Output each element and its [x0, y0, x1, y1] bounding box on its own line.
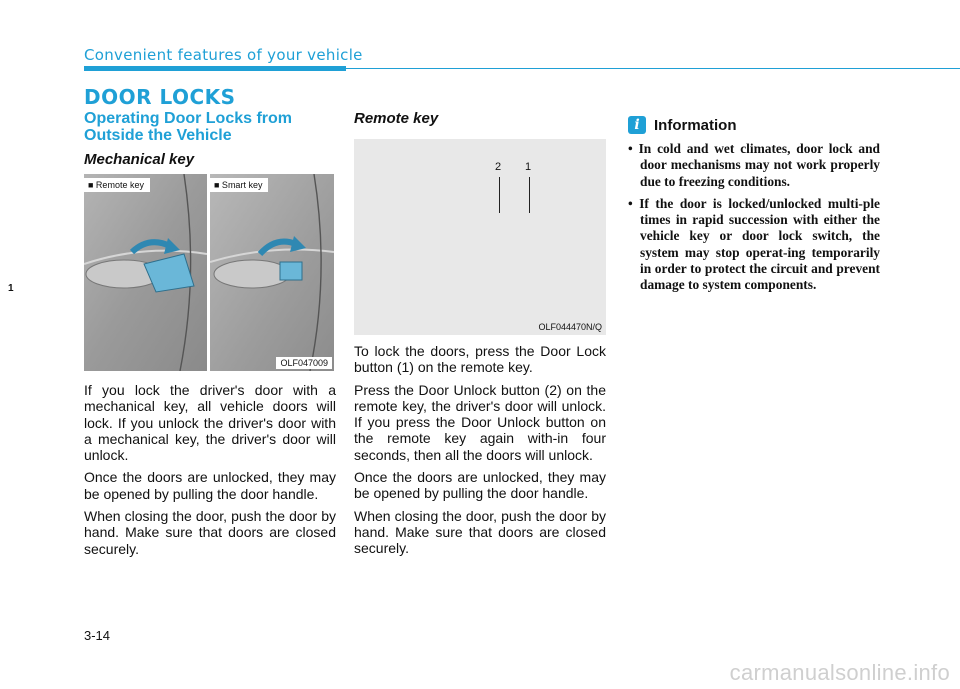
- remote-key-panel: [84, 174, 207, 371]
- header-rule-thin: [346, 68, 960, 69]
- figure-code: OLF047009: [276, 357, 332, 369]
- mechanical-key-figure: [84, 174, 334, 371]
- middle-column: [354, 110, 606, 127]
- leader-line: [529, 177, 530, 213]
- smart-key-panel: [210, 174, 334, 371]
- page-title: DOOR LOCKS: [84, 85, 236, 109]
- info-icon: i: [628, 116, 646, 134]
- left-body: [84, 382, 336, 563]
- remote-key-figure: [354, 139, 606, 335]
- paragraph: To lock the doors, press the Door Lock button (1) on the remote key.: [354, 343, 606, 376]
- remote-key-tag: ■ Remote key: [84, 178, 150, 192]
- figure-code: OLF044470N/Q: [538, 322, 602, 332]
- button-label-2: 2: [495, 161, 502, 173]
- leader-line: [499, 177, 500, 213]
- section-heading: Operating Door Locks from Outside the Vehicle: [84, 110, 293, 144]
- paragraph: If you lock the driver's door with a mechanical key, all vehicle doors will lock. If you unlock the driver's door with a mechanical key, the driver's door will unlock.: [84, 382, 336, 464]
- watermark: carmanualsonline.info: [729, 660, 950, 685]
- remote-key-heading: Remote key: [354, 110, 439, 127]
- section-title: Convenient features of your vehicle: [84, 46, 363, 64]
- info-list: [628, 141, 880, 300]
- paragraph: When closing the door, push the door by hand. Make sure that doors are closed securely.: [84, 508, 336, 557]
- paragraph: Once the doors are unlocked, they may be opened by pulling the door handle.: [84, 469, 336, 502]
- paragraph: Press the Door Unlock button (2) on the remote key, the driver's door will unlock. If you press the Door Unlock button on the remote key again with-in four seconds, then all the doors will unlock.: [354, 381, 606, 463]
- middle-body: [354, 343, 606, 563]
- header-rule-thick: [84, 66, 346, 71]
- list-item: • In cold and wet climates, door lock and door mechanisms may not work properly due to freezing conditions.: [628, 141, 880, 189]
- mechanical-key-heading: Mechanical key: [84, 151, 195, 168]
- left-column: [84, 110, 336, 168]
- paragraph: When closing the door, push the door by hand. Make sure that doors are closed securely.: [354, 507, 606, 557]
- smart-key-tag: ■ Smart key: [210, 178, 268, 192]
- chapter-marker: 1: [8, 283, 14, 294]
- info-title: Information: [654, 117, 737, 134]
- button-label-1: 1: [525, 161, 532, 173]
- page-number: 3-14: [84, 628, 111, 643]
- paragraph: Once the doors are unlocked, they may be opened by pulling the door handle.: [354, 469, 606, 502]
- list-item: • If the door is locked/unlocked multi-ple times in rapid succession with either the vehicle key or door lock switch, the system may stop operat-ing temporarily in order to protect the circuit and prevent damage to system components.: [628, 195, 880, 293]
